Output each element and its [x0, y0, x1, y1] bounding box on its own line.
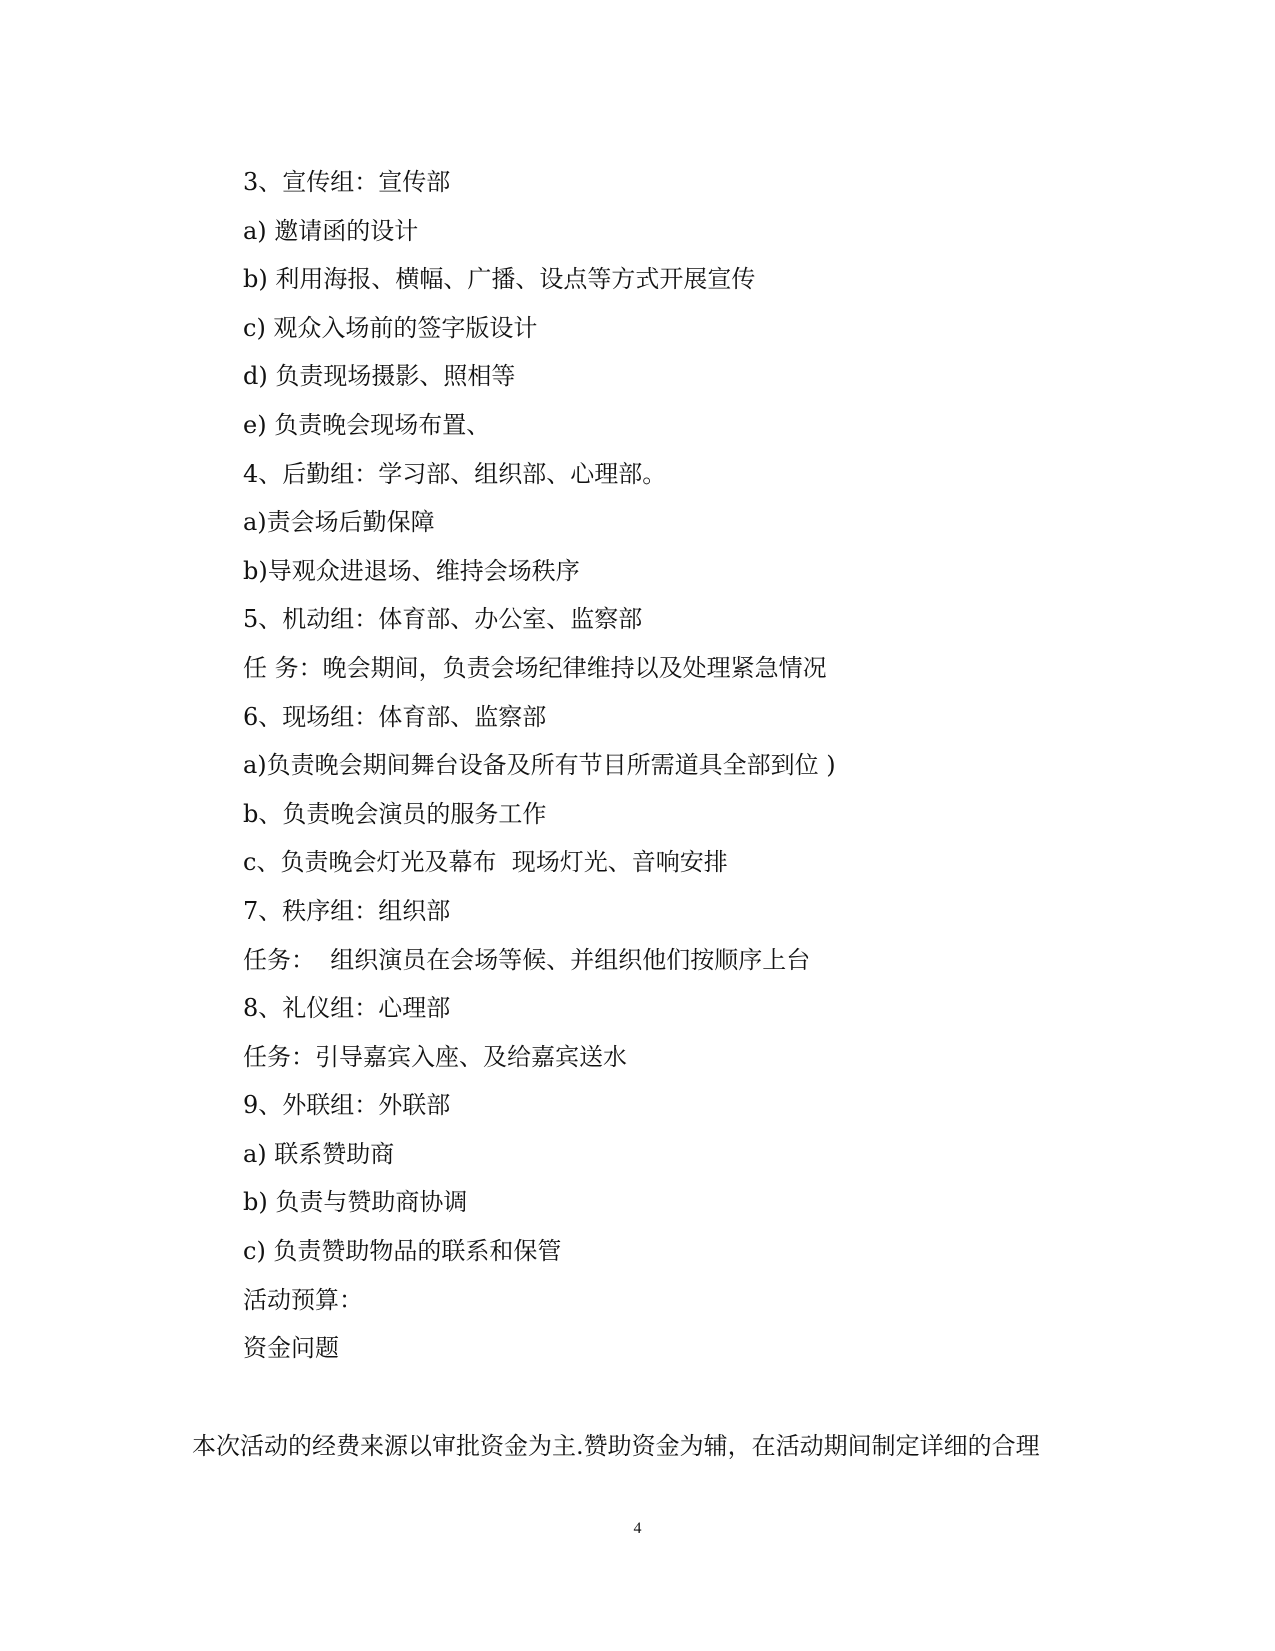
line-25: 资金问题	[243, 1334, 339, 1363]
line-3: b) 利用海报、横幅、广播、设点等方式开展宣传	[243, 265, 756, 294]
line-4: c) 观众入场前的签字版设计	[243, 313, 538, 342]
line-11: 任 务：晚会期间，负责会场纪律维持以及处理紧急情况	[243, 653, 827, 682]
line-12: 6、现场组：体育部、监察部	[243, 702, 547, 731]
line-24: 活动预算：	[243, 1285, 363, 1314]
line-8: a)责会场后勤保障	[243, 508, 435, 537]
line-6: e) 负责晚会现场布置、	[243, 410, 491, 439]
line-21: a) 联系赞助商	[243, 1139, 395, 1168]
line-19: 任务：引导嘉宾入座、及给嘉宾送水	[243, 1042, 627, 1071]
line-2: a) 邀请函的设计	[243, 216, 419, 245]
line-1: 3、宣传组：宣传部	[243, 168, 451, 196]
line-18: 8、礼仪组：心理部	[243, 994, 451, 1023]
line-23: c) 负责赞助物品的联系和保管	[243, 1237, 562, 1266]
line-20: 9、外联组：外联部	[243, 1091, 451, 1120]
line-13: a)负责晚会期间舞台设备及所有节目所需道具全部到位 )	[243, 751, 836, 780]
page-number: 4	[633, 1520, 642, 1537]
line-16: 7、秩序组：组织部	[243, 896, 451, 925]
line-15: c、负责晚会灯光及幕布 现场灯光、音响安排	[243, 848, 728, 877]
line-14: b、负责晚会演员的服务工作	[243, 799, 547, 828]
line-10: 5、机动组：体育部、办公室、监察部	[243, 605, 643, 634]
line-17: 任务： 组织演员在会场等候、并组织他们按顺序上台	[243, 945, 811, 974]
document-lines	[243, 158, 836, 1373]
line-7: 4、后勤组：学习部、组织部、心理部。	[243, 459, 667, 488]
body-paragraph: 本次活动的经费来源以审批资金为主.赞助资金为辅，在活动期间制定详细的合理	[192, 1432, 1040, 1460]
line-9: b)导观众进退场、维持会场秩序	[243, 556, 580, 585]
line-5: d) 负责现场摄影、照相等	[243, 362, 516, 391]
line-22: b) 负责与赞助商协调	[243, 1188, 468, 1217]
